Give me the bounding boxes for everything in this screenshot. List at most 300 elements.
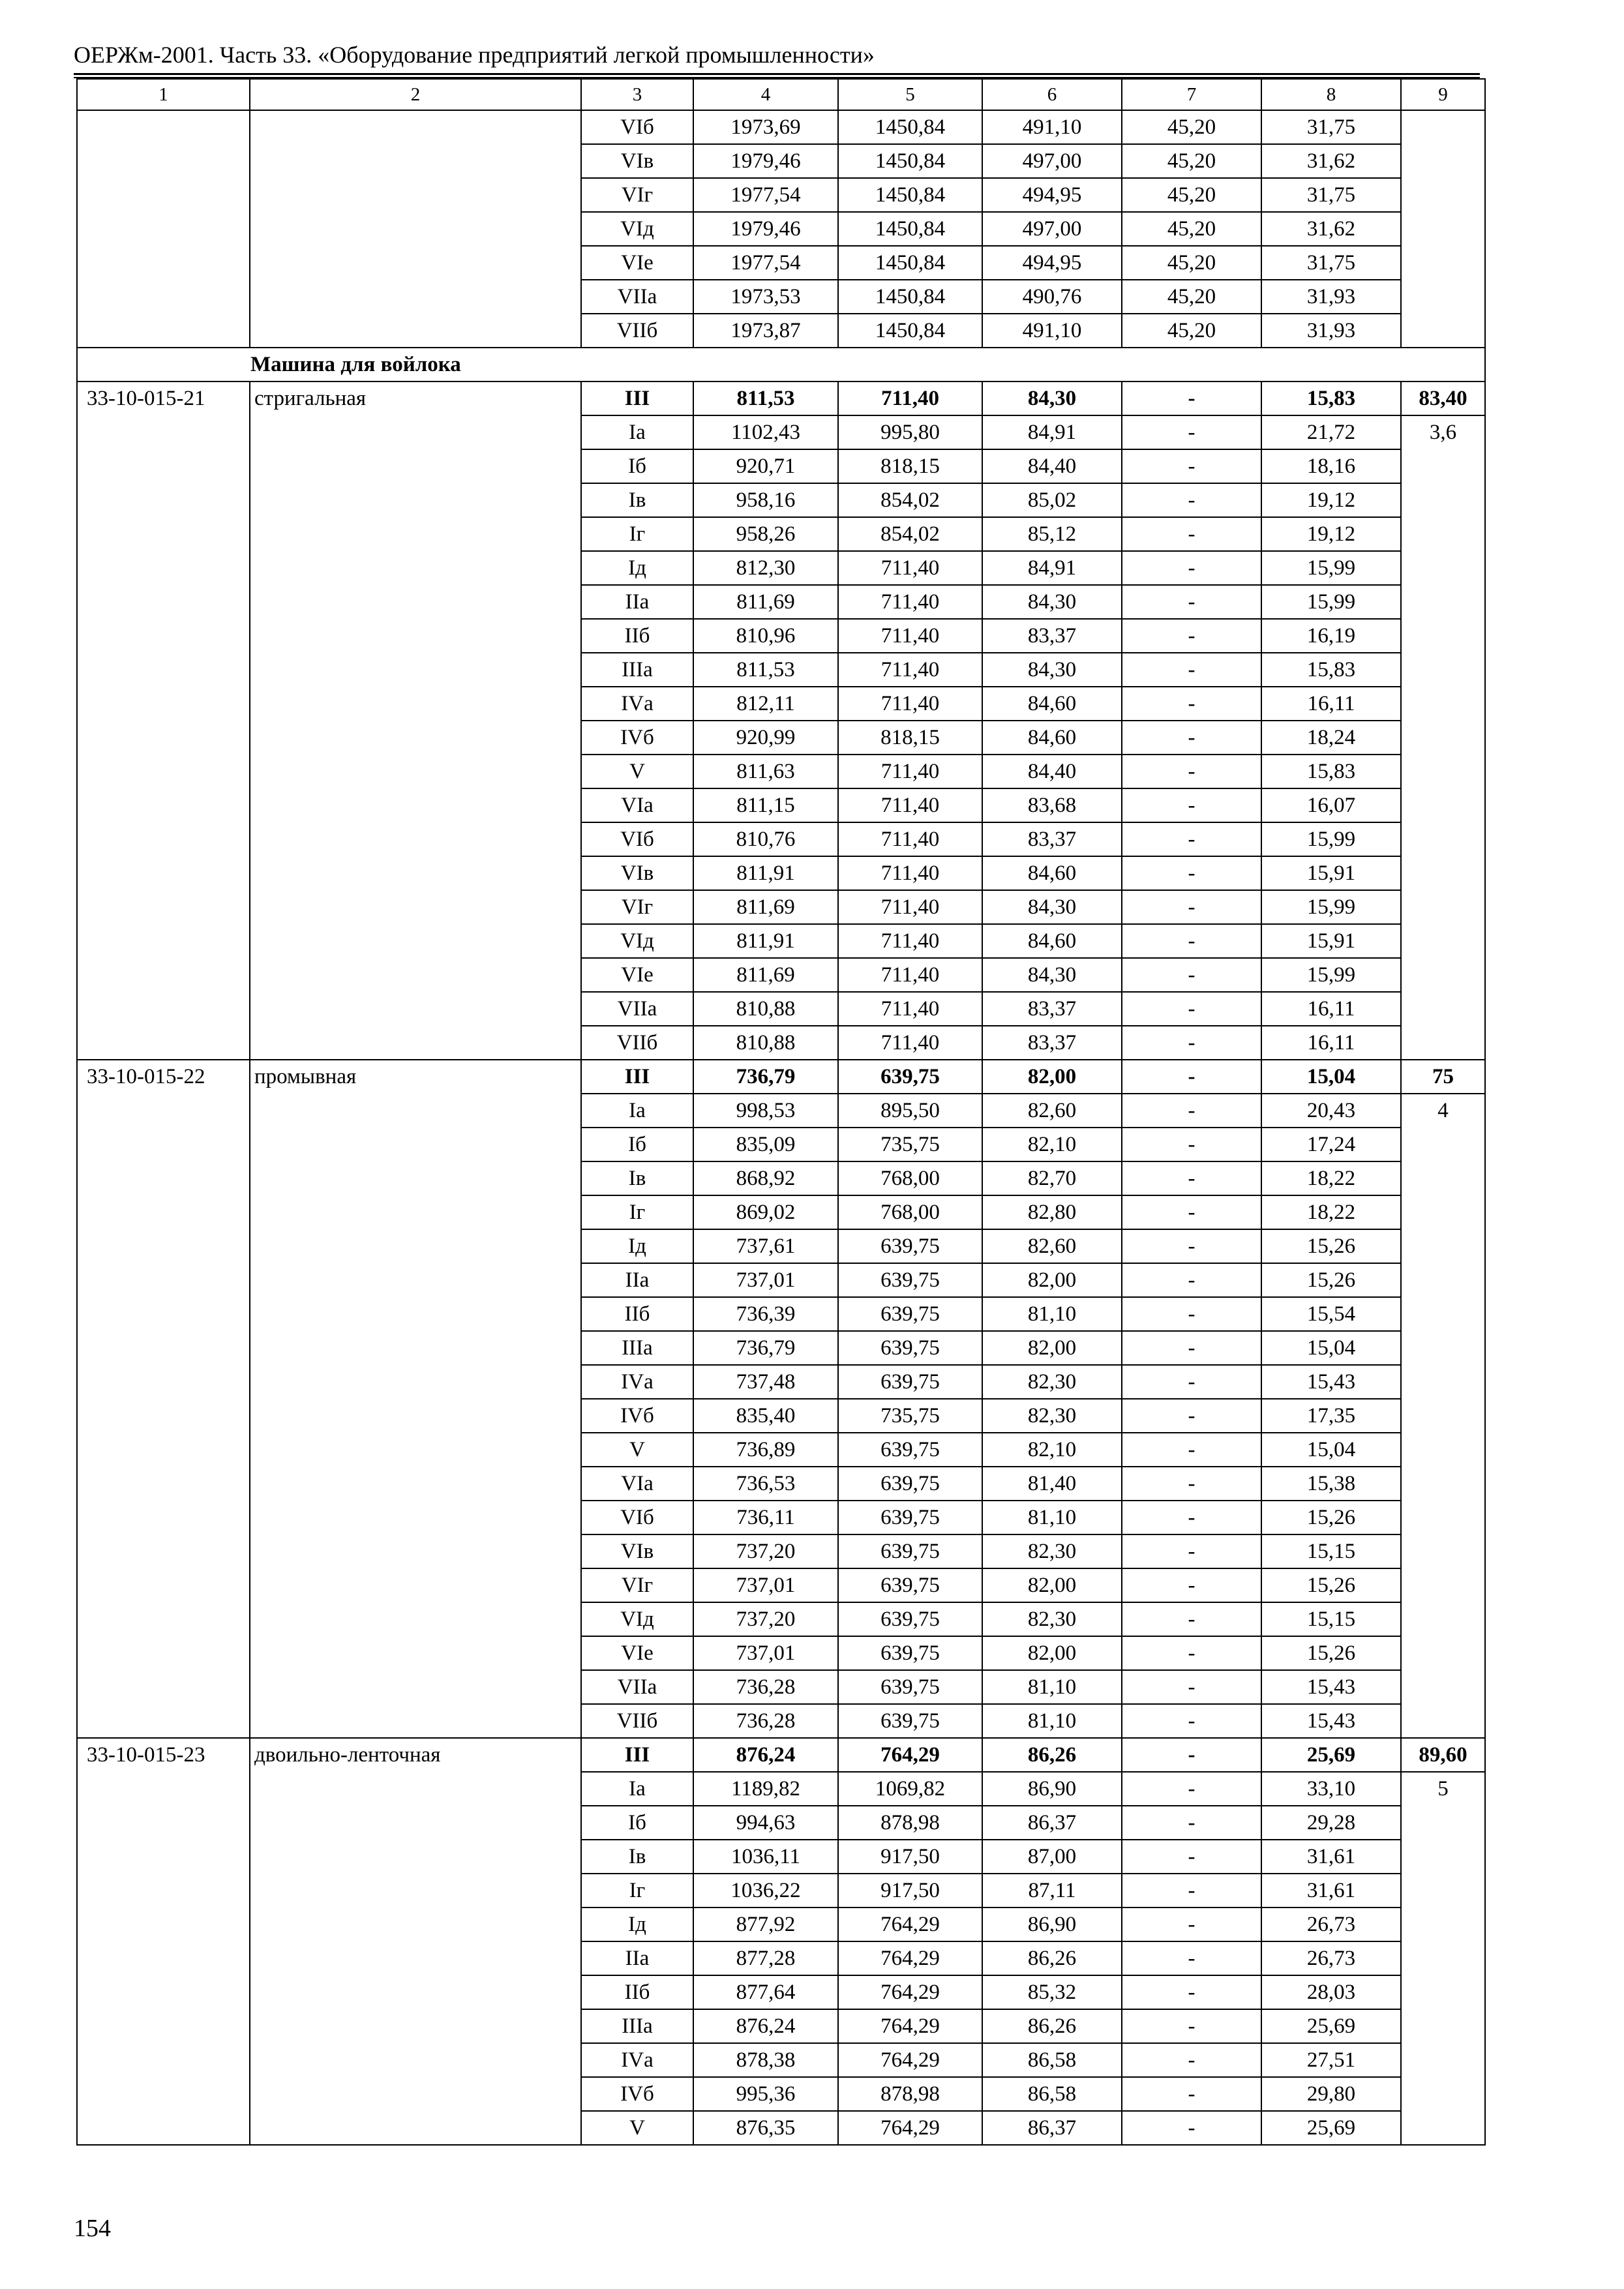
value-cell-4: 995,36 xyxy=(693,2077,838,2111)
value-cell-8: 15,04 xyxy=(1261,1060,1401,1094)
value-cell-6: 86,26 xyxy=(982,2009,1122,2043)
value-cell-8: 18,22 xyxy=(1261,1161,1401,1195)
value-cell-8: 25,69 xyxy=(1261,2111,1401,2145)
value-cell-4: 876,24 xyxy=(693,2009,838,2043)
value-cell-8: 18,16 xyxy=(1261,449,1401,483)
value-cell-4: 737,48 xyxy=(693,1365,838,1399)
value-cell-6: 84,60 xyxy=(982,721,1122,755)
value-cell-7: - xyxy=(1122,1365,1261,1399)
value-cell-8: 29,80 xyxy=(1261,2077,1401,2111)
variant-cell: Iд xyxy=(581,1908,693,1941)
value-cell-8: 15,99 xyxy=(1261,585,1401,619)
value-cell-5: 1450,84 xyxy=(838,110,982,144)
variant-cell: VIд xyxy=(581,924,693,958)
value-cell-7: 45,20 xyxy=(1122,212,1261,246)
value-cell-5: 878,98 xyxy=(838,1806,982,1840)
variant-cell: IIа xyxy=(581,1263,693,1297)
value-cell-5: 1450,84 xyxy=(838,314,982,348)
value-cell-7: - xyxy=(1122,1467,1261,1501)
value-cell-4: 736,11 xyxy=(693,1501,838,1534)
value-cell-6: 83,37 xyxy=(982,619,1122,653)
variant-cell: Iг xyxy=(581,1195,693,1229)
value-cell-8: 16,11 xyxy=(1261,687,1401,721)
variant-cell: VIв xyxy=(581,144,693,178)
value-cell-8: 16,11 xyxy=(1261,992,1401,1026)
variant-cell: VIг xyxy=(581,890,693,924)
variant-cell: Iв xyxy=(581,1840,693,1874)
value-cell-6: 82,30 xyxy=(982,1602,1122,1636)
value-cell-7: - xyxy=(1122,517,1261,551)
variant-cell: IVб xyxy=(581,2077,693,2111)
value-cell-4: 812,11 xyxy=(693,687,838,721)
value-cell-8: 15,15 xyxy=(1261,1602,1401,1636)
variant-cell: VIIб xyxy=(581,1704,693,1738)
value-cell-5: 1450,84 xyxy=(838,280,982,314)
value-cell-5: 711,40 xyxy=(838,1026,982,1060)
value-cell-6: 81,10 xyxy=(982,1670,1122,1704)
variant-cell: IVа xyxy=(581,1365,693,1399)
value-cell-6: 494,95 xyxy=(982,246,1122,280)
value-cell-6: 84,91 xyxy=(982,551,1122,585)
value-cell-4: 736,89 xyxy=(693,1433,838,1467)
value-cell-7: - xyxy=(1122,1840,1261,1874)
value-cell-6: 82,00 xyxy=(982,1060,1122,1094)
code-cell xyxy=(77,110,250,348)
value-cell-7: - xyxy=(1122,449,1261,483)
value-cell-5: 639,75 xyxy=(838,1568,982,1602)
value-cell-5: 639,75 xyxy=(838,1501,982,1534)
value-cell-8: 21,72 xyxy=(1261,415,1401,449)
value-cell-8: 31,62 xyxy=(1261,212,1401,246)
value-cell-7: - xyxy=(1122,958,1261,992)
value-cell-5: 639,75 xyxy=(838,1060,982,1094)
value-cell-5: 1450,84 xyxy=(838,212,982,246)
value-cell-7: - xyxy=(1122,1263,1261,1297)
value-cell-7: - xyxy=(1122,1501,1261,1534)
variant-cell: V xyxy=(581,1433,693,1467)
value-cell-6: 86,37 xyxy=(982,2111,1122,2145)
variant-cell: Iб xyxy=(581,449,693,483)
value-cell-8: 15,38 xyxy=(1261,1467,1401,1501)
value-cell-8: 26,73 xyxy=(1261,1941,1401,1975)
column-number: 5 xyxy=(838,79,982,110)
variant-cell: VIа xyxy=(581,788,693,822)
variant-cell: VIIб xyxy=(581,1026,693,1060)
value-cell-8: 15,54 xyxy=(1261,1297,1401,1331)
table-row xyxy=(77,1738,1485,1772)
value-cell-6: 86,58 xyxy=(982,2043,1122,2077)
variant-cell: IVа xyxy=(581,2043,693,2077)
value-cell-8: 15,43 xyxy=(1261,1670,1401,1704)
variant-cell: III xyxy=(581,1738,693,1772)
value-cell-6: 83,68 xyxy=(982,788,1122,822)
variant-cell: Iб xyxy=(581,1128,693,1161)
value-cell-4: 958,16 xyxy=(693,483,838,517)
value-cell-6: 82,60 xyxy=(982,1094,1122,1128)
value-cell-5: 711,40 xyxy=(838,653,982,687)
value-cell-4: 835,09 xyxy=(693,1128,838,1161)
value-cell-7: - xyxy=(1122,890,1261,924)
value-cell-7: - xyxy=(1122,1433,1261,1467)
value-cell-7: - xyxy=(1122,382,1261,415)
value-cell-8: 15,91 xyxy=(1261,924,1401,958)
value-cell-5: 639,75 xyxy=(838,1433,982,1467)
value-cell-6: 82,00 xyxy=(982,1331,1122,1365)
variant-cell: IIб xyxy=(581,619,693,653)
value-cell-6: 86,58 xyxy=(982,2077,1122,2111)
value-cell-4: 1979,46 xyxy=(693,144,838,178)
variant-cell: Iа xyxy=(581,1094,693,1128)
value-cell-5: 768,00 xyxy=(838,1195,982,1229)
value-cell-8: 17,35 xyxy=(1261,1399,1401,1433)
value-cell-6: 82,00 xyxy=(982,1568,1122,1602)
value-cell-6: 82,30 xyxy=(982,1365,1122,1399)
value-cell-6: 83,37 xyxy=(982,1026,1122,1060)
code-cell: 33-10-015-22 xyxy=(77,1060,250,1738)
value-cell-7: - xyxy=(1122,822,1261,856)
value-cell-8: 15,15 xyxy=(1261,1534,1401,1568)
extra-cell xyxy=(1401,110,1485,348)
value-cell-4: 1973,53 xyxy=(693,280,838,314)
value-cell-7: - xyxy=(1122,1195,1261,1229)
value-cell-7: - xyxy=(1122,1297,1261,1331)
value-cell-8: 19,12 xyxy=(1261,517,1401,551)
value-cell-7: - xyxy=(1122,2077,1261,2111)
value-cell-4: 1977,54 xyxy=(693,178,838,212)
value-cell-5: 711,40 xyxy=(838,755,982,788)
value-cell-4: 876,24 xyxy=(693,1738,838,1772)
price-table xyxy=(76,78,1486,2146)
value-cell-4: 811,53 xyxy=(693,382,838,415)
value-cell-5: 764,29 xyxy=(838,2009,982,2043)
value-cell-6: 82,10 xyxy=(982,1128,1122,1161)
variant-cell: IIIа xyxy=(581,653,693,687)
value-cell-7: - xyxy=(1122,551,1261,585)
value-cell-7: 45,20 xyxy=(1122,178,1261,212)
value-cell-5: 735,75 xyxy=(838,1399,982,1433)
value-cell-8: 15,83 xyxy=(1261,755,1401,788)
value-cell-6: 84,30 xyxy=(982,585,1122,619)
value-cell-4: 1977,54 xyxy=(693,246,838,280)
variant-cell: IIб xyxy=(581,1297,693,1331)
variant-cell: IVа xyxy=(581,687,693,721)
value-cell-5: 639,75 xyxy=(838,1704,982,1738)
value-cell-4: 810,96 xyxy=(693,619,838,653)
variant-cell: IIIа xyxy=(581,2009,693,2043)
value-cell-7: - xyxy=(1122,2043,1261,2077)
value-cell-6: 81,10 xyxy=(982,1501,1122,1534)
value-cell-5: 1450,84 xyxy=(838,246,982,280)
variant-cell: Iг xyxy=(581,517,693,551)
value-cell-8: 25,69 xyxy=(1261,2009,1401,2043)
extra-value-2: 3,6 xyxy=(1401,415,1485,1060)
value-cell-6: 84,60 xyxy=(982,687,1122,721)
variant-cell: III xyxy=(581,1060,693,1094)
value-cell-7: - xyxy=(1122,1874,1261,1908)
value-cell-5: 768,00 xyxy=(838,1161,982,1195)
value-cell-7: 45,20 xyxy=(1122,144,1261,178)
value-cell-4: 736,79 xyxy=(693,1331,838,1365)
variant-cell: VIIа xyxy=(581,1670,693,1704)
value-cell-7: - xyxy=(1122,1060,1261,1094)
value-cell-4: 811,91 xyxy=(693,856,838,890)
variant-cell: VIе xyxy=(581,958,693,992)
value-cell-5: 764,29 xyxy=(838,2111,982,2145)
value-cell-7: - xyxy=(1122,1128,1261,1161)
value-cell-5: 711,40 xyxy=(838,822,982,856)
value-cell-6: 83,37 xyxy=(982,822,1122,856)
value-cell-4: 869,02 xyxy=(693,1195,838,1229)
value-cell-7: - xyxy=(1122,1399,1261,1433)
value-cell-7: - xyxy=(1122,992,1261,1026)
value-cell-4: 810,76 xyxy=(693,822,838,856)
value-cell-6: 490,76 xyxy=(982,280,1122,314)
header-rule-thick xyxy=(74,73,1480,75)
value-cell-7: - xyxy=(1122,721,1261,755)
value-cell-8: 28,03 xyxy=(1261,1975,1401,2009)
value-cell-5: 854,02 xyxy=(838,483,982,517)
value-cell-6: 491,10 xyxy=(982,110,1122,144)
value-cell-8: 15,43 xyxy=(1261,1704,1401,1738)
value-cell-4: 811,69 xyxy=(693,585,838,619)
variant-cell: VIе xyxy=(581,246,693,280)
value-cell-4: 737,20 xyxy=(693,1602,838,1636)
value-cell-4: 1979,46 xyxy=(693,212,838,246)
value-cell-6: 82,80 xyxy=(982,1195,1122,1229)
section-title: Машина для войлока xyxy=(77,348,1485,382)
value-cell-8: 33,10 xyxy=(1261,1772,1401,1806)
value-cell-7: 45,20 xyxy=(1122,314,1261,348)
value-cell-8: 15,91 xyxy=(1261,856,1401,890)
value-cell-5: 639,75 xyxy=(838,1602,982,1636)
value-cell-5: 995,80 xyxy=(838,415,982,449)
value-cell-4: 811,53 xyxy=(693,653,838,687)
value-cell-6: 82,30 xyxy=(982,1534,1122,1568)
value-cell-5: 854,02 xyxy=(838,517,982,551)
value-cell-4: 877,64 xyxy=(693,1975,838,2009)
value-cell-7: - xyxy=(1122,1806,1261,1840)
value-cell-8: 31,75 xyxy=(1261,110,1401,144)
value-cell-6: 82,30 xyxy=(982,1399,1122,1433)
value-cell-4: 736,28 xyxy=(693,1704,838,1738)
value-cell-8: 31,93 xyxy=(1261,280,1401,314)
value-cell-4: 811,63 xyxy=(693,755,838,788)
value-cell-7: - xyxy=(1122,415,1261,449)
variant-cell: Iв xyxy=(581,483,693,517)
value-cell-4: 920,99 xyxy=(693,721,838,755)
variant-cell: Iд xyxy=(581,1229,693,1263)
value-cell-7: 45,20 xyxy=(1122,246,1261,280)
value-cell-7: - xyxy=(1122,1026,1261,1060)
value-cell-5: 711,40 xyxy=(838,856,982,890)
value-cell-8: 16,19 xyxy=(1261,619,1401,653)
value-cell-6: 84,30 xyxy=(982,653,1122,687)
column-number: 9 xyxy=(1401,79,1485,110)
value-cell-7: - xyxy=(1122,1534,1261,1568)
value-cell-4: 737,01 xyxy=(693,1636,838,1670)
variant-cell: IIа xyxy=(581,1941,693,1975)
value-cell-4: 811,69 xyxy=(693,890,838,924)
value-cell-7: - xyxy=(1122,856,1261,890)
variant-cell: VIг xyxy=(581,1568,693,1602)
value-cell-5: 878,98 xyxy=(838,2077,982,2111)
value-cell-5: 764,29 xyxy=(838,1975,982,2009)
value-cell-5: 639,75 xyxy=(838,1534,982,1568)
value-cell-5: 818,15 xyxy=(838,449,982,483)
value-cell-4: 736,39 xyxy=(693,1297,838,1331)
value-cell-6: 84,30 xyxy=(982,890,1122,924)
value-cell-5: 711,40 xyxy=(838,924,982,958)
value-cell-4: 811,91 xyxy=(693,924,838,958)
variant-cell: IIа xyxy=(581,585,693,619)
value-cell-8: 31,62 xyxy=(1261,144,1401,178)
variant-cell: Iа xyxy=(581,1772,693,1806)
value-cell-6: 494,95 xyxy=(982,178,1122,212)
value-cell-5: 639,75 xyxy=(838,1636,982,1670)
value-cell-4: 1973,69 xyxy=(693,110,838,144)
value-cell-4: 811,15 xyxy=(693,788,838,822)
variant-cell: IIIа xyxy=(581,1331,693,1365)
value-cell-7: - xyxy=(1122,1568,1261,1602)
value-cell-8: 20,43 xyxy=(1261,1094,1401,1128)
column-number: 1 xyxy=(77,79,250,110)
extra-value-2: 5 xyxy=(1401,1772,1485,2145)
value-cell-4: 810,88 xyxy=(693,1026,838,1060)
value-cell-5: 818,15 xyxy=(838,721,982,755)
value-cell-8: 15,99 xyxy=(1261,890,1401,924)
value-cell-5: 1069,82 xyxy=(838,1772,982,1806)
column-number: 7 xyxy=(1122,79,1261,110)
value-cell-4: 920,71 xyxy=(693,449,838,483)
value-cell-8: 15,99 xyxy=(1261,551,1401,585)
variant-cell: VIб xyxy=(581,110,693,144)
value-cell-5: 639,75 xyxy=(838,1297,982,1331)
value-cell-8: 18,22 xyxy=(1261,1195,1401,1229)
value-cell-6: 82,00 xyxy=(982,1636,1122,1670)
column-number: 2 xyxy=(250,79,581,110)
value-cell-4: 994,63 xyxy=(693,1806,838,1840)
value-cell-7: - xyxy=(1122,1602,1261,1636)
extra-value-2: 4 xyxy=(1401,1094,1485,1738)
value-cell-8: 31,61 xyxy=(1261,1840,1401,1874)
table-row xyxy=(77,382,1485,415)
value-cell-8: 31,75 xyxy=(1261,246,1401,280)
value-cell-5: 639,75 xyxy=(838,1263,982,1297)
value-cell-6: 86,26 xyxy=(982,1738,1122,1772)
value-cell-4: 736,53 xyxy=(693,1467,838,1501)
value-cell-6: 87,00 xyxy=(982,1840,1122,1874)
value-cell-6: 83,37 xyxy=(982,992,1122,1026)
variant-cell: Iг xyxy=(581,1874,693,1908)
value-cell-6: 82,60 xyxy=(982,1229,1122,1263)
value-cell-6: 84,60 xyxy=(982,856,1122,890)
value-cell-8: 15,26 xyxy=(1261,1568,1401,1602)
column-number: 3 xyxy=(581,79,693,110)
value-cell-4: 812,30 xyxy=(693,551,838,585)
value-cell-5: 735,75 xyxy=(838,1128,982,1161)
value-cell-6: 86,37 xyxy=(982,1806,1122,1840)
extra-value-1: 75 xyxy=(1401,1060,1485,1094)
page-number: 154 xyxy=(74,2215,111,2242)
variant-cell: VIб xyxy=(581,822,693,856)
variant-cell: VIв xyxy=(581,1534,693,1568)
variant-cell: VIIб xyxy=(581,314,693,348)
value-cell-6: 86,90 xyxy=(982,1772,1122,1806)
value-cell-6: 84,40 xyxy=(982,449,1122,483)
value-cell-8: 16,11 xyxy=(1261,1026,1401,1060)
value-cell-4: 877,92 xyxy=(693,1908,838,1941)
value-cell-8: 15,43 xyxy=(1261,1365,1401,1399)
value-cell-8: 15,26 xyxy=(1261,1636,1401,1670)
value-cell-5: 711,40 xyxy=(838,687,982,721)
variant-cell: VIIа xyxy=(581,280,693,314)
value-cell-7: - xyxy=(1122,2009,1261,2043)
variant-cell: IVб xyxy=(581,1399,693,1433)
value-cell-8: 26,73 xyxy=(1261,1908,1401,1941)
value-cell-8: 19,12 xyxy=(1261,483,1401,517)
variant-cell: Iа xyxy=(581,415,693,449)
value-cell-7: - xyxy=(1122,2111,1261,2145)
value-cell-5: 639,75 xyxy=(838,1365,982,1399)
variant-cell: VIе xyxy=(581,1636,693,1670)
value-cell-4: 877,28 xyxy=(693,1941,838,1975)
value-cell-7: - xyxy=(1122,1941,1261,1975)
value-cell-8: 15,99 xyxy=(1261,958,1401,992)
extra-value-1: 89,60 xyxy=(1401,1738,1485,1772)
value-cell-7: - xyxy=(1122,924,1261,958)
value-cell-7: - xyxy=(1122,1331,1261,1365)
value-cell-8: 27,51 xyxy=(1261,2043,1401,2077)
value-cell-6: 497,00 xyxy=(982,212,1122,246)
column-number-row xyxy=(77,79,1485,110)
code-cell: 33-10-015-23 xyxy=(77,1738,250,2145)
value-cell-4: 958,26 xyxy=(693,517,838,551)
value-cell-7: - xyxy=(1122,687,1261,721)
value-cell-4: 810,88 xyxy=(693,992,838,1026)
value-cell-7: - xyxy=(1122,1975,1261,2009)
value-cell-6: 81,40 xyxy=(982,1467,1122,1501)
value-cell-8: 25,69 xyxy=(1261,1738,1401,1772)
value-cell-6: 81,10 xyxy=(982,1297,1122,1331)
column-number: 4 xyxy=(693,79,838,110)
value-cell-7: - xyxy=(1122,1670,1261,1704)
code-cell: 33-10-015-21 xyxy=(77,382,250,1060)
value-cell-6: 84,30 xyxy=(982,958,1122,992)
variant-cell: III xyxy=(581,382,693,415)
value-cell-8: 15,26 xyxy=(1261,1263,1401,1297)
value-cell-8: 16,07 xyxy=(1261,788,1401,822)
value-cell-7: - xyxy=(1122,483,1261,517)
value-cell-5: 764,29 xyxy=(838,2043,982,2077)
variant-cell: IVб xyxy=(581,721,693,755)
variant-cell: VIг xyxy=(581,178,693,212)
value-cell-6: 87,11 xyxy=(982,1874,1122,1908)
value-cell-5: 711,40 xyxy=(838,890,982,924)
value-cell-6: 86,26 xyxy=(982,1941,1122,1975)
value-cell-4: 876,35 xyxy=(693,2111,838,2145)
value-cell-4: 1102,43 xyxy=(693,415,838,449)
value-cell-7: - xyxy=(1122,585,1261,619)
variant-cell: Iв xyxy=(581,1161,693,1195)
value-cell-4: 868,92 xyxy=(693,1161,838,1195)
value-cell-6: 82,10 xyxy=(982,1433,1122,1467)
value-cell-6: 85,32 xyxy=(982,1975,1122,2009)
value-cell-4: 835,40 xyxy=(693,1399,838,1433)
variant-cell: VIIа xyxy=(581,992,693,1026)
table-row xyxy=(77,1060,1485,1094)
value-cell-8: 15,99 xyxy=(1261,822,1401,856)
value-cell-8: 29,28 xyxy=(1261,1806,1401,1840)
